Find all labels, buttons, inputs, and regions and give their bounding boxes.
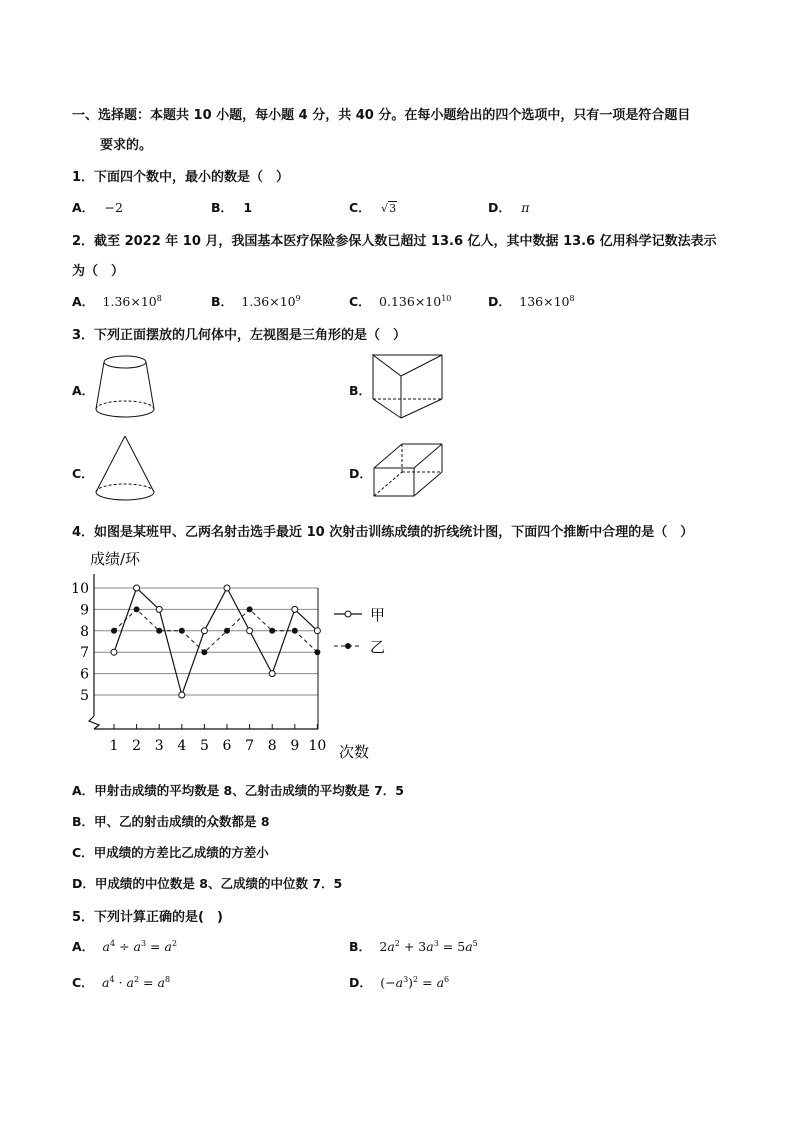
y-axis-label: 成绩/环 xyxy=(90,550,141,568)
q4-option-b: B．甲、乙的射击成绩的众数都是 8 xyxy=(72,814,270,829)
option-value: −2 xyxy=(104,200,123,215)
x-tick-label: 9 xyxy=(290,738,300,754)
option-label: A． xyxy=(72,939,95,954)
question-number: 3． xyxy=(72,328,95,343)
math-expression: $(-a^3)^2 = a^6$ xyxy=(380,975,450,990)
q1-option-a xyxy=(72,198,123,216)
q5-option-a xyxy=(72,937,177,955)
series-jia-point xyxy=(269,671,275,677)
option-label: B． xyxy=(349,939,372,954)
option-label: C． xyxy=(72,975,94,990)
x-tick-label: 6 xyxy=(222,738,232,754)
series-jia-point xyxy=(134,585,140,591)
q3-option-d-label: D． xyxy=(349,466,372,481)
series-jia-point xyxy=(224,585,230,591)
x-tick-label: 2 xyxy=(132,738,142,754)
q5-option-c xyxy=(72,973,170,991)
x-tick-label: 7 xyxy=(245,738,255,754)
axis-break xyxy=(89,716,99,729)
q1-option-c xyxy=(349,198,397,216)
legend-jia-label: 甲 xyxy=(370,606,386,624)
line-chart xyxy=(70,546,400,768)
cuboid-icon xyxy=(370,440,446,500)
y-tick-label: 9 xyxy=(80,602,89,619)
series-jia-point xyxy=(247,628,253,634)
sqrt-expression: √3 xyxy=(381,202,397,215)
legend-jia-marker xyxy=(345,611,351,617)
x-tick-label: 8 xyxy=(267,738,277,754)
question-stem: 下面四个数中，最小的数是（ ） xyxy=(94,170,290,185)
series-yi-point xyxy=(292,628,298,634)
q1-option-b xyxy=(211,198,252,216)
option-value: $0.136\times 10^{10}$ xyxy=(379,294,452,309)
series-yi-point xyxy=(314,649,320,655)
x-tick-label: 10 xyxy=(308,738,327,754)
option-label: D． xyxy=(488,200,511,215)
question-5 xyxy=(72,906,223,925)
question-3 xyxy=(72,324,406,343)
question-stem: 下列计算正确的是( ) xyxy=(94,910,223,925)
option-label: D． xyxy=(488,294,511,309)
series-jia-point xyxy=(314,628,320,634)
cone-icon xyxy=(90,432,160,504)
series-jia-point xyxy=(179,692,185,698)
question-stem: 截至 2022 年 10 月，我国基本医疗保险参保人数已超过 13.6 亿人，其中数据 13.6 亿用科学记数法表示 xyxy=(94,234,717,249)
option-label: D． xyxy=(349,975,372,990)
q3-option-a-label: A． xyxy=(72,383,95,398)
series-yi-point xyxy=(111,628,117,634)
series-yi-point xyxy=(179,628,185,634)
question-number: 4． xyxy=(72,525,95,540)
option-label: B． xyxy=(211,200,234,215)
legend-yi-label: 乙 xyxy=(370,638,386,656)
series-yi-point xyxy=(224,628,230,634)
triangular-prism-icon xyxy=(368,352,448,422)
q5-option-b xyxy=(349,937,478,955)
series-jia-point xyxy=(156,606,162,612)
math-expression: $2a^2 + 3a^3 = 5a^5$ xyxy=(379,939,478,954)
x-tick-label: 1 xyxy=(109,738,119,754)
frustum-icon xyxy=(90,350,160,422)
section-heading-continued: 要求的。 xyxy=(100,138,153,153)
option-value: π xyxy=(521,200,530,215)
q1-option-d xyxy=(488,198,529,216)
question-number: 5． xyxy=(72,910,95,925)
series-jia-point xyxy=(111,649,117,655)
option-value: $1.36\times 10^9$ xyxy=(241,294,301,309)
question-number: 2． xyxy=(72,234,95,249)
q2-option-b xyxy=(211,292,301,310)
series-yi-point xyxy=(156,628,162,634)
question-stem: 如图是某班甲、乙两名射击选手最近 10 次射击训练成绩的折线统计图，下面四个推断中合理的是（ ） xyxy=(94,525,694,540)
q2-option-d xyxy=(488,292,575,310)
q4-option-a: A．甲射击成绩的平均数是 8、乙射击成绩的平均数是 7．5 xyxy=(72,783,404,798)
series-jia-point xyxy=(201,628,207,634)
y-tick-label: 5 xyxy=(80,688,89,704)
option-label: A． xyxy=(72,294,95,309)
x-tick-label: 5 xyxy=(199,738,209,754)
question-4 xyxy=(72,521,693,540)
series-yi-point xyxy=(134,606,140,612)
series-yi-point xyxy=(201,649,207,655)
x-tick-label: 3 xyxy=(154,738,164,754)
question-stem: 下列正面摆放的几何体中，左视图是三角形的是（ ） xyxy=(94,328,407,343)
question-1 xyxy=(72,166,289,185)
q5-option-d xyxy=(349,973,449,991)
q4-option-d: D．甲成绩的中位数是 8、乙成绩的中位数 7．5 xyxy=(72,876,343,891)
section-heading: 一、选择题：本题共 10 小题，每小题 4 分，共 40 分。在每小题给出的四个选项中，只有一项是符合题目 xyxy=(72,108,691,123)
q3-option-c-label: C． xyxy=(72,466,94,481)
y-tick-label: 8 xyxy=(80,623,89,640)
series-yi-point xyxy=(247,606,253,612)
legend-yi-marker xyxy=(345,643,351,649)
option-label: B． xyxy=(211,294,234,309)
option-label: C． xyxy=(349,294,371,309)
series-jia-line xyxy=(114,588,317,695)
option-value: 1 xyxy=(243,200,253,215)
math-expression: $a^4 \cdot a^2 = a^8$ xyxy=(102,975,171,990)
x-axis-label: 次数 xyxy=(339,743,370,761)
series-yi-point xyxy=(269,628,275,634)
y-tick-label: 7 xyxy=(80,645,89,662)
q3-option-b-label: B． xyxy=(349,383,372,398)
math-expression: $a^4 \div a^3 = a^2$ xyxy=(102,939,178,954)
series-jia-point xyxy=(292,606,298,612)
y-tick-label: 6 xyxy=(80,666,89,683)
option-label: C． xyxy=(349,200,371,215)
option-value: $1.36\times 10^8$ xyxy=(102,294,162,309)
option-value: $136\times 10^8$ xyxy=(519,294,575,309)
q2-option-a xyxy=(72,292,162,310)
q2-option-c xyxy=(349,292,451,310)
question-2-continued: 为（ ） xyxy=(72,264,125,279)
option-label: A． xyxy=(72,200,95,215)
question-number: 1． xyxy=(72,170,95,185)
question-2 xyxy=(72,230,717,249)
y-tick-label: 10 xyxy=(71,581,89,597)
x-tick-label: 4 xyxy=(177,738,187,754)
q4-option-c: C．甲成绩的方差比乙成绩的方差小 xyxy=(72,845,269,860)
